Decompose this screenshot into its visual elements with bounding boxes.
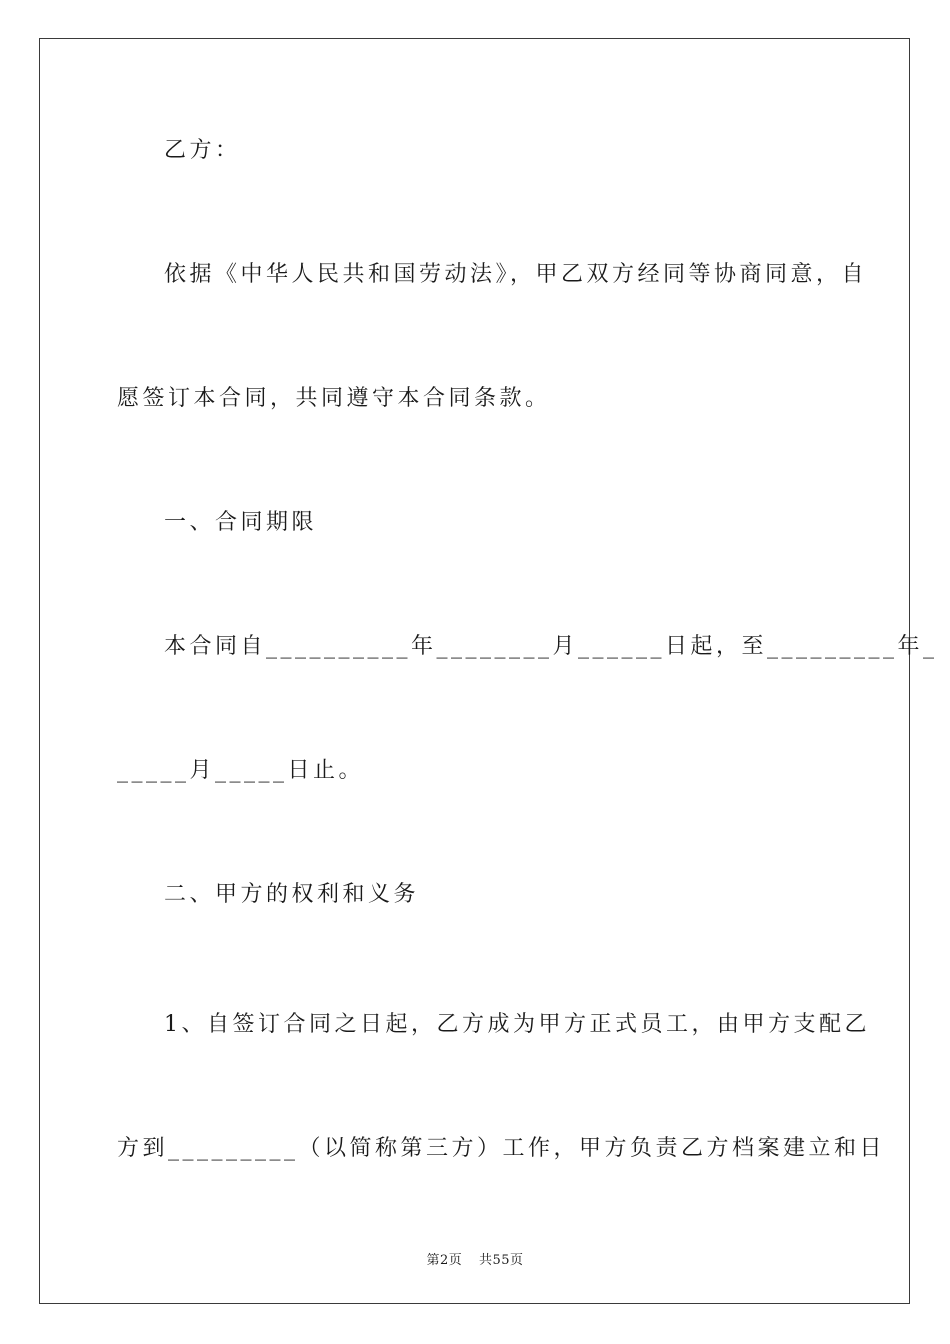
paragraph-intro-line-2: 愿签订本合同，共同遵守本合同条款。	[117, 386, 551, 411]
paragraph-term-line-1: 本合同自__________年________月______日起，至_________年_	[164, 634, 938, 659]
paragraph-clause-1-line-2: 方到_________（以简称第三方）工作，甲方负责乙方档案建立和日	[117, 1136, 886, 1161]
paragraph-term-line-2: _____月_____日止。	[117, 758, 365, 783]
party-b-label: 乙方：	[164, 138, 241, 163]
page-number-current: 第2页	[426, 1253, 463, 1268]
page-number-total: 共55页	[478, 1253, 524, 1268]
section-heading-term: 一、合同期限	[164, 510, 318, 535]
paragraph-clause-1-line-1: 1、自签订合同之日起，乙方成为甲方正式员工，由甲方支配乙	[164, 1012, 870, 1037]
paragraph-intro-line-1: 依据《中华人民共和国劳动法》，甲乙双方经同等协商同意，自	[164, 262, 868, 287]
page-border	[39, 38, 910, 1304]
page-footer	[0, 1249, 950, 1268]
section-heading-rights: 二、甲方的权利和义务	[164, 882, 420, 907]
